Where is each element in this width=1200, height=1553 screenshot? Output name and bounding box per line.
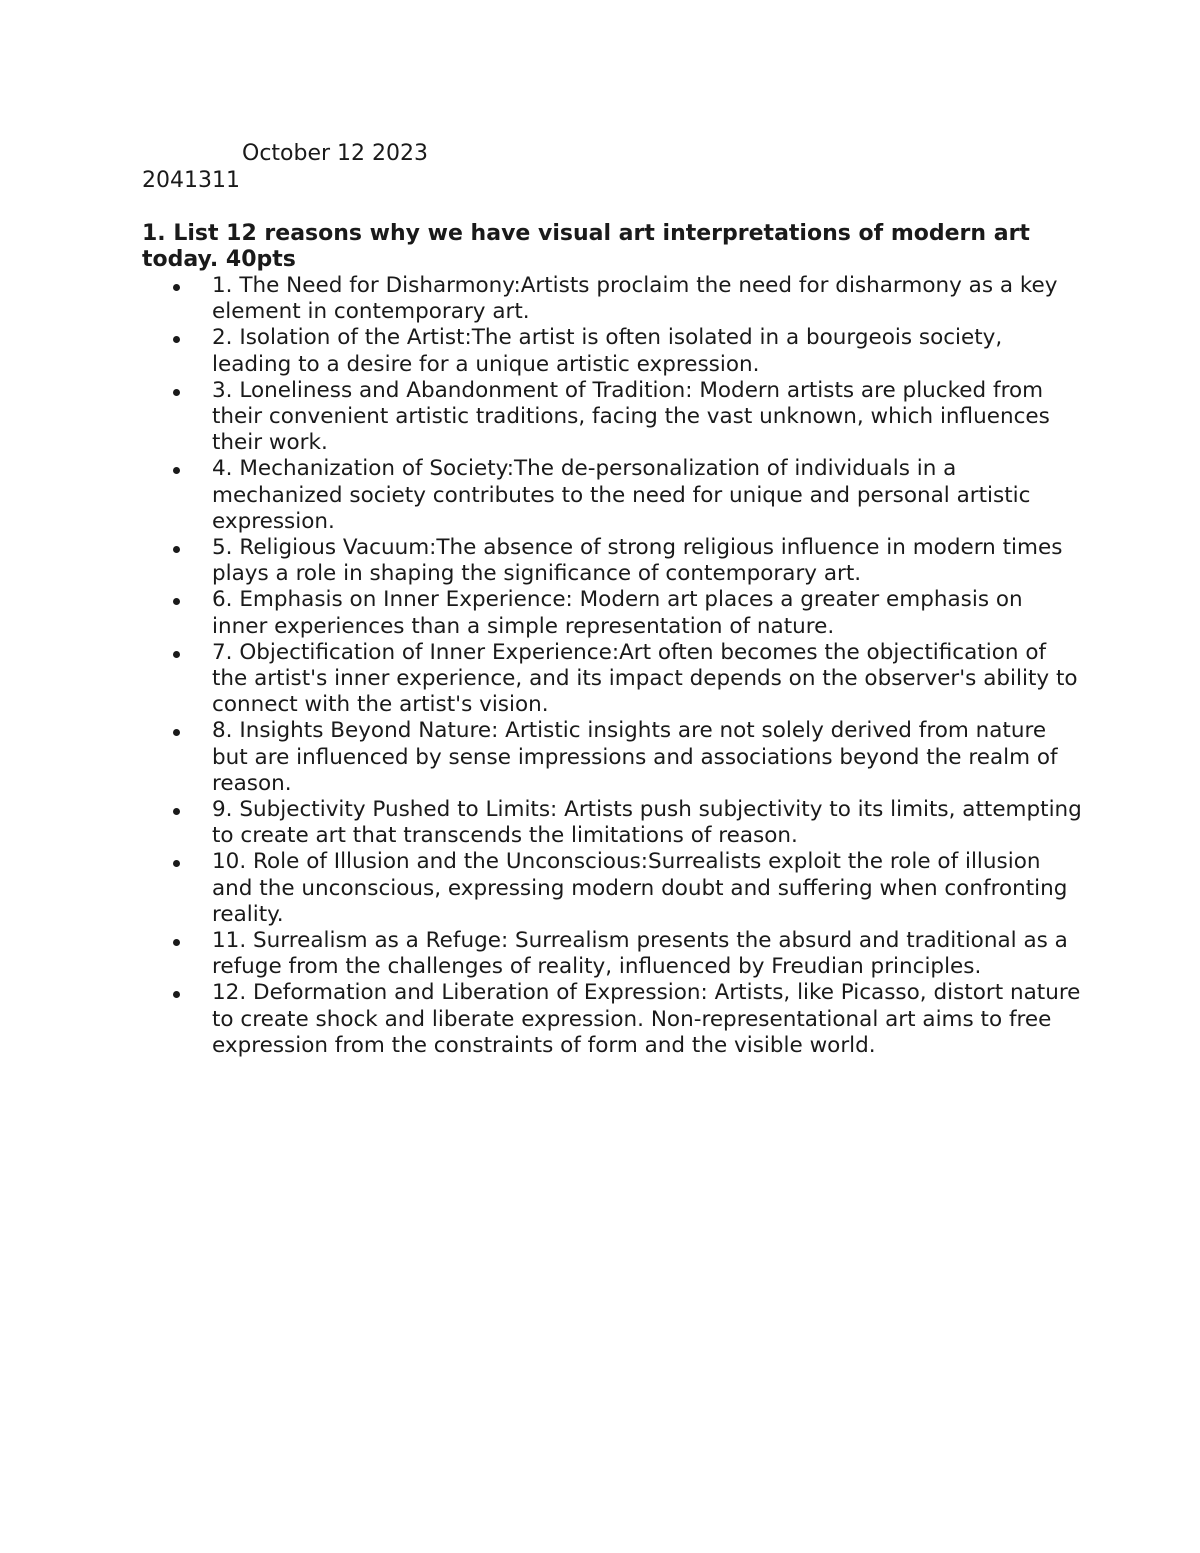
list-item [142, 456, 1082, 535]
answer-list [142, 273, 1082, 1059]
bullet-icon [173, 651, 180, 658]
list-item [142, 273, 1082, 325]
student-id: 2041311 [142, 168, 240, 193]
list-item [142, 640, 1082, 719]
list-item [142, 378, 1082, 457]
list-item-text: 6. Emphasis on Inner Experience: Modern art places a greater emphasis on inner experiences than a simple representation of nature. [212, 587, 1023, 639]
list-item-text: 3. Loneliness and Abandonment of Tradition: Modern artists are plucked from their convenient artistic traditions, facing the vast unknown, which influences their work. [212, 377, 1050, 456]
list-item-text: 4. Mechanization of Society:The de-personalization of individuals in a mechanized society contributes to the need for unique and personal artistic expression. [212, 456, 1031, 534]
list-item-text: 8. Insights Beyond Nature: Artistic insights are not solely derived from nature but are influenced by sense impressions and associations beyond the realm of reason. [212, 718, 1058, 796]
list-item-text: 2. Isolation of the Artist:The artist is often isolated in a bourgeois society, leading to a desire for a unique artistic expression. [212, 325, 1003, 377]
bullet-icon [173, 389, 180, 396]
list-item [142, 928, 1082, 980]
list-item-text: 9. Subjectivity Pushed to Limits: Artists push subjectivity to its limits, attempting to create art that transcends the limitations of reason. [212, 797, 1082, 849]
list-item-text: 10. Role of Illusion and the Unconscious:Surrealists exploit the role of illusion and the unconscious, expressing modern doubt and suffering when confronting reality. [212, 849, 1068, 927]
bullet-icon [173, 808, 180, 815]
list-item-text: 11. Surrealism as a Refuge: Surrealism presents the absurd and traditional as a refuge from the challenges of reality, influenced by Freudian principles. [212, 928, 1068, 980]
list-item-text: 7. Objectification of Inner Experience:Art often becomes the objectification of the artist's inner experience, and its impact depends on the observer's ability to connect with the artist's vision. [212, 639, 1078, 718]
bullet-icon [173, 860, 180, 867]
list-item [142, 535, 1082, 587]
bullet-icon [173, 467, 180, 474]
bullet-icon [173, 598, 180, 605]
document-date: October 12 2023 [242, 141, 429, 166]
list-item-text: 12. Deformation and Liberation of Expression: Artists, like Picasso, distort nature to create shock and liberate expression. Non-representational art aims to free expression from the constraints of form and the visible world. [212, 980, 1081, 1058]
list-item-text: 5. Religious Vacuum:The absence of strong religious influence in modern times plays a role in shaping the significance of contemporary art. [212, 535, 1063, 587]
list-item [142, 797, 1082, 849]
list-item [142, 325, 1082, 377]
bullet-icon [173, 939, 180, 946]
list-item [142, 980, 1082, 1059]
bullet-icon [173, 546, 180, 553]
list-item-text: 1. The Need for Disharmony:Artists proclaim the need for disharmony as a key element in contemporary art. [212, 273, 1058, 325]
list-item [142, 718, 1082, 797]
list-item [142, 587, 1082, 639]
list-item [142, 849, 1082, 928]
bullet-icon [173, 991, 180, 998]
bullet-icon [173, 336, 180, 343]
question-heading: 1. List 12 reasons why we have visual art interpretations of modern art today. 40pts [142, 221, 1030, 272]
bullet-icon [173, 284, 180, 291]
bullet-icon [173, 729, 180, 736]
